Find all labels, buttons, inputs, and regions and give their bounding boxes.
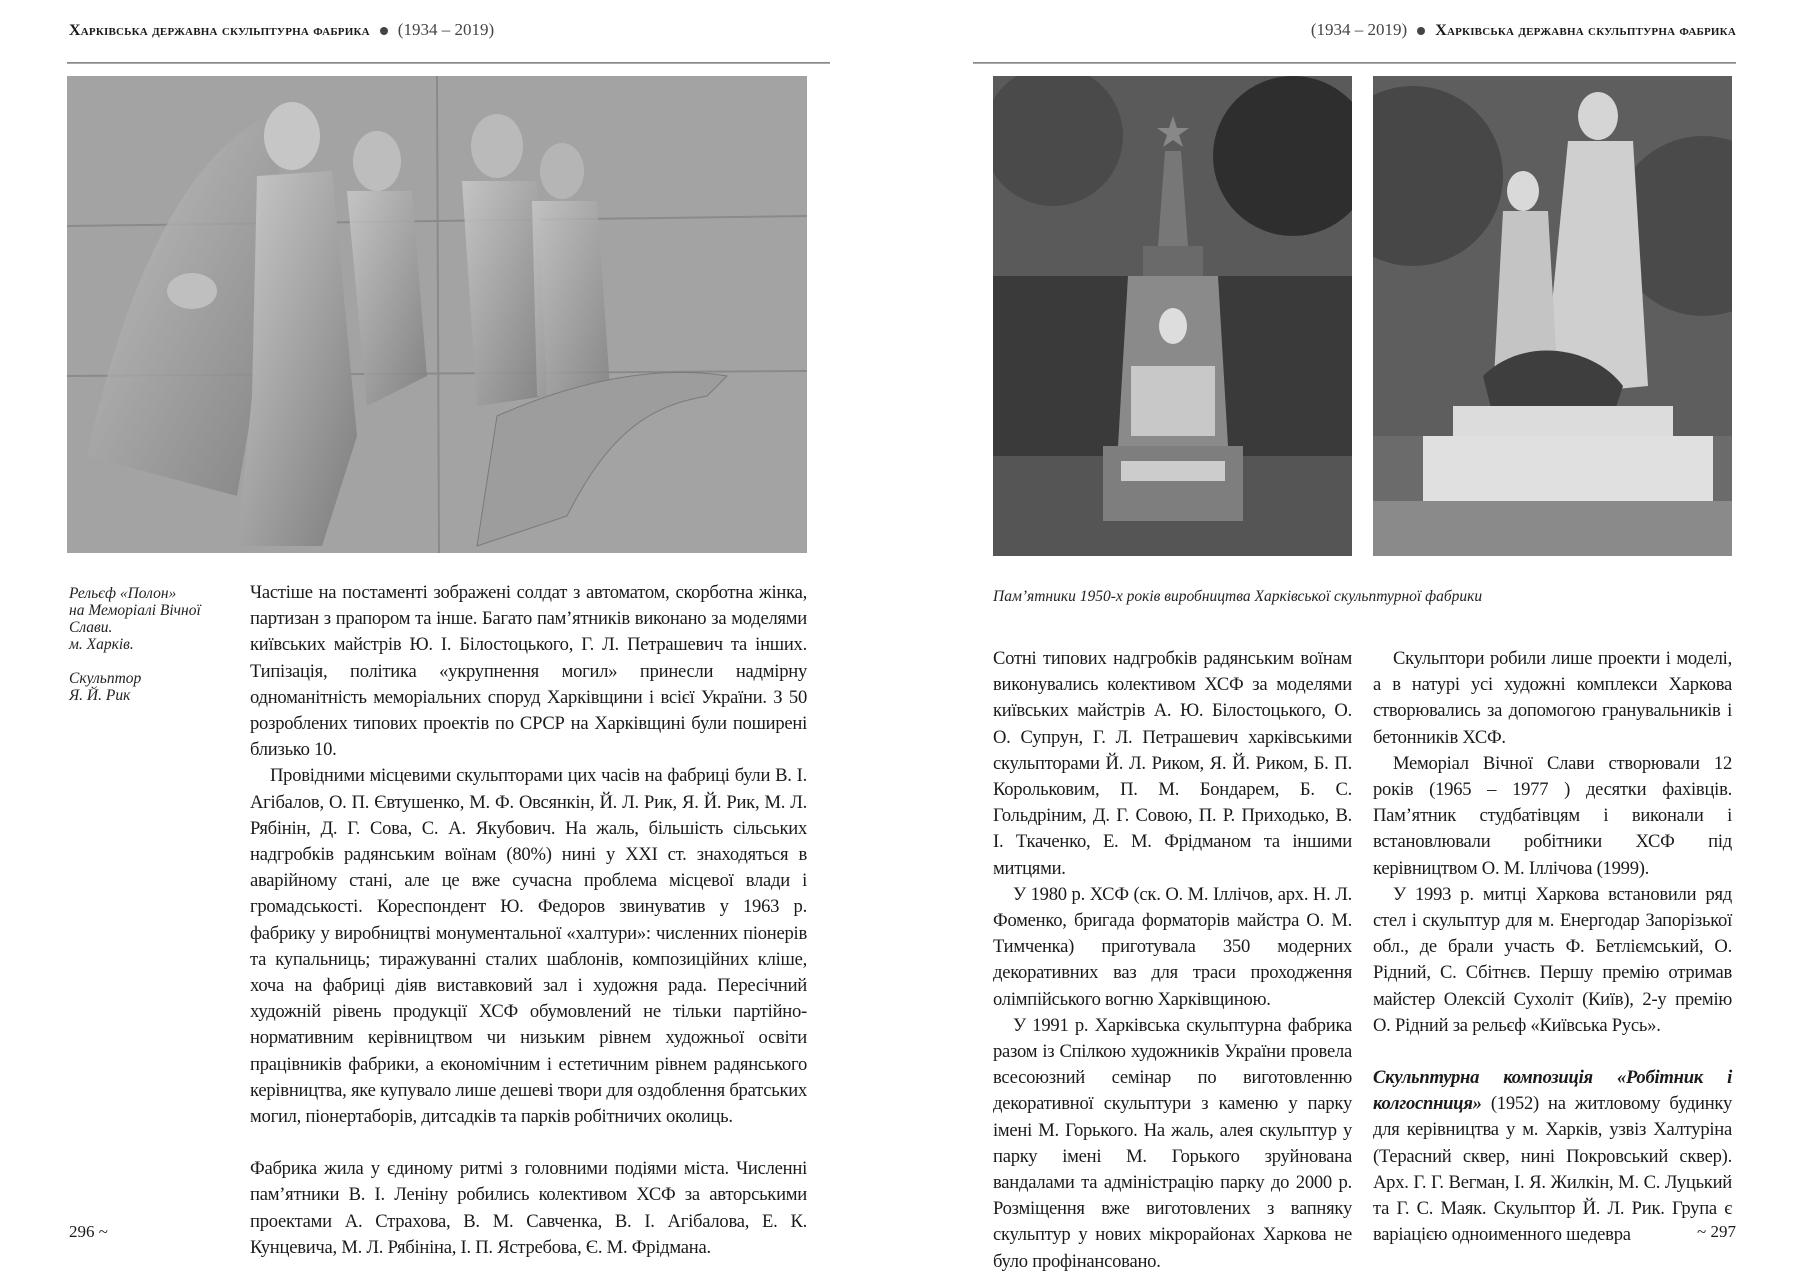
book-title: Харківська державна скульптурна фабрика bbox=[69, 22, 370, 39]
caption-line: Скульптор bbox=[69, 670, 142, 687]
caption-line: Слави. bbox=[69, 619, 113, 636]
paragraph: У 1980 р. ХСФ (ск. О. М. Іллічов, арх. Н. Л. Фоменко, бригада форматорів майстра О. М. Тимченка) приготувала 350 модерних декоративних ваз для траси проходження олімпійського вогню Харківщиною. bbox=[993, 883, 1352, 1010]
relief-photo bbox=[67, 76, 807, 553]
caption-line: Я. Й. Рик bbox=[69, 687, 131, 704]
header-rule-right bbox=[973, 62, 1736, 64]
monument-photo-2 bbox=[1373, 76, 1732, 556]
monument-photo-1 bbox=[993, 76, 1352, 556]
paragraph bbox=[1373, 1065, 1732, 1248]
caption-line: Рельєф «Полон» bbox=[69, 585, 177, 602]
sculpture-description: (1952) на житловому будинку для керівництва у м. Харків, узвіз Халтуріна (Терасний сквер, нині Покровський сквер). Арх. Г. Г. Вегман, І. Я. Жилкін, М. С. Луцький та Г. С. Маяк. Скульптор Й. Л. Рик. Група є варіацією одноименного шедевра bbox=[1373, 1093, 1732, 1246]
relief-caption bbox=[69, 585, 219, 704]
caption-line: на Меморіалі Вічної bbox=[69, 602, 201, 619]
monuments-caption: Пам’ятники 1950-х років виробництва Харківської скульптурної фабрики bbox=[993, 588, 1483, 605]
book-years: (1934 – 2019) bbox=[397, 20, 495, 39]
bullet-icon bbox=[380, 27, 388, 35]
figures-monument-image bbox=[1373, 76, 1732, 556]
caption-line: м. Харків. bbox=[69, 636, 134, 653]
book-title: Харківська державна скульптурна фабрика bbox=[1435, 22, 1736, 39]
right-body-column-1 bbox=[993, 646, 1352, 1275]
page-number-left: 296 ~ bbox=[69, 1222, 108, 1241]
relief-figures-image bbox=[67, 76, 807, 553]
running-header-right bbox=[1311, 20, 1736, 40]
left-body-text bbox=[250, 580, 807, 1261]
paragraph: У 1993 р. митці Харкова встановили ряд стел і скульптур для м. Енергодар Запорізької обл., де брали участь Ф. Бетліємський, О. Рідний, С. Сбітнєв. Першу премію отримав майстер Олексій Сухоліт (Київ), 2-у премію О. Рідний за рельєф «Київська Русь». bbox=[1373, 883, 1732, 1036]
paragraph: Сотні типових надгробків радянським воїнам виконувались колективом ХСФ за моделями київських майстрів А. Ю. Білостоцького, О. О. Супрун, Г. Л. Петрашевич харківськими скульпторами Й. Л. Риком, Я. Й. Риком, Б. П. Корольковим, П. М. Бондарем, Б. С. Гольдріним, Д. Г. Совою, П. Р. Приходько, В. І. Ткаченко, Е. М. Фрідманом та іншими митцями. bbox=[993, 648, 1352, 879]
paragraph: Частіше на постаменті зображені солдат з автоматом, скорботна жінка, партизан з прапором та інше. Багато пам’ятників виконано за моделями київських майстрів Ю. І. Білостоцького, Г. Л. Петрашевич та інших. Типізація, політика «укрупнення могил» принесли надмірну одноманітність меморіальних споруд Харківщини і всієї України. З 50 розроблених типових проектів по СРСР на Харківщині були поширені близько 10. bbox=[250, 582, 807, 761]
header-rule-left bbox=[67, 62, 830, 64]
right-body-column-2 bbox=[1373, 646, 1732, 1248]
running-header-left bbox=[69, 20, 494, 40]
paragraph: У 1991 р. Харківська скульптурна фабрика разом із Спілкою художників України провела всесоюзний семінар по виготовленню декоративної скульптури з каменю у парку імені М. Горького. На жаль, алея скульптур у парку імені М. Горького зруйнована вандалами та адміністрацію парку до 2000 р. Розміщення вже виготовлених з вапняку скульптур у нових мікрорайонах Харкова не було профінансовано. bbox=[993, 1014, 1352, 1272]
paragraph: Меморіал Вічної Слави створювали 12 років (1965 – 1977 ) десятки фахівців. Пам’ятник студбатівцям і виконали і встановлювали робітники ХСФ під керівництвом О. М. Іллічова (1999). bbox=[1373, 752, 1732, 879]
paragraph: Фабрика жила у єдиному ритмі з головними подіями міста. Численні пам’ятники В. І. Леніну робились колективом ХСФ за авторськими проектами А. Страхова, В. М. Савченка, В. І. Агібалова, Е. К. Кунцевича, М. Л. Рябініна, І. П. Ястребова, Є. М. Фрідмана. bbox=[250, 1158, 807, 1258]
page-number-right: ~ 297 bbox=[1697, 1222, 1736, 1241]
book-years: (1934 – 2019) bbox=[1310, 20, 1408, 39]
bullet-icon bbox=[1417, 27, 1425, 35]
paragraph: Провідними місцевими скульпторами цих часів на фабриці були В. І. Агібалов, О. П. Євтушенко, М. Ф. Овсянкін, Й. Л. Рик, Я. Й. Рик, М. Л. Рябінін, Д. Г. Сова, С. А. Якубович. На жаль, більшість сільських надгробків радянським воїнам (80%) нині у XXI ст. знаходяться в аварійному стані, але це вже сучасна проблема місцевої влади і громадськості. Кореспондент Ю. Федоров звинуватив у 1963 р. фабрику у виробництві монументальної «халтури»: численних піонерів та купальниць; тиражуванні сталих шаблонів, композиційних кліше, хоча на фабриці діяв виставковий зал і художня рада. Пересічний художній рівень продукції ХСФ обумовлений не тільки партійно-нормативним керівництвом чи низьким рівнем художньої освіти працівників фабрики, а економічним і естетичним рівнем радянського керівництва, яке купувало лише дешеві твори для оздоблення братських могил, піонертаборів, дитсадків та парків робітничих околиць. bbox=[250, 765, 807, 1128]
obelisk-monument-image bbox=[993, 76, 1352, 556]
paragraph: Скульптори робили лише проекти і моделі, а в натурі усі художні комплекси Харкова створювались за допомогою гранувальників і бетонників ХСФ. bbox=[1373, 648, 1732, 748]
sculpture-title: Скульптурна композиція «Робітник і колгоспниця» bbox=[1373, 1067, 1732, 1115]
